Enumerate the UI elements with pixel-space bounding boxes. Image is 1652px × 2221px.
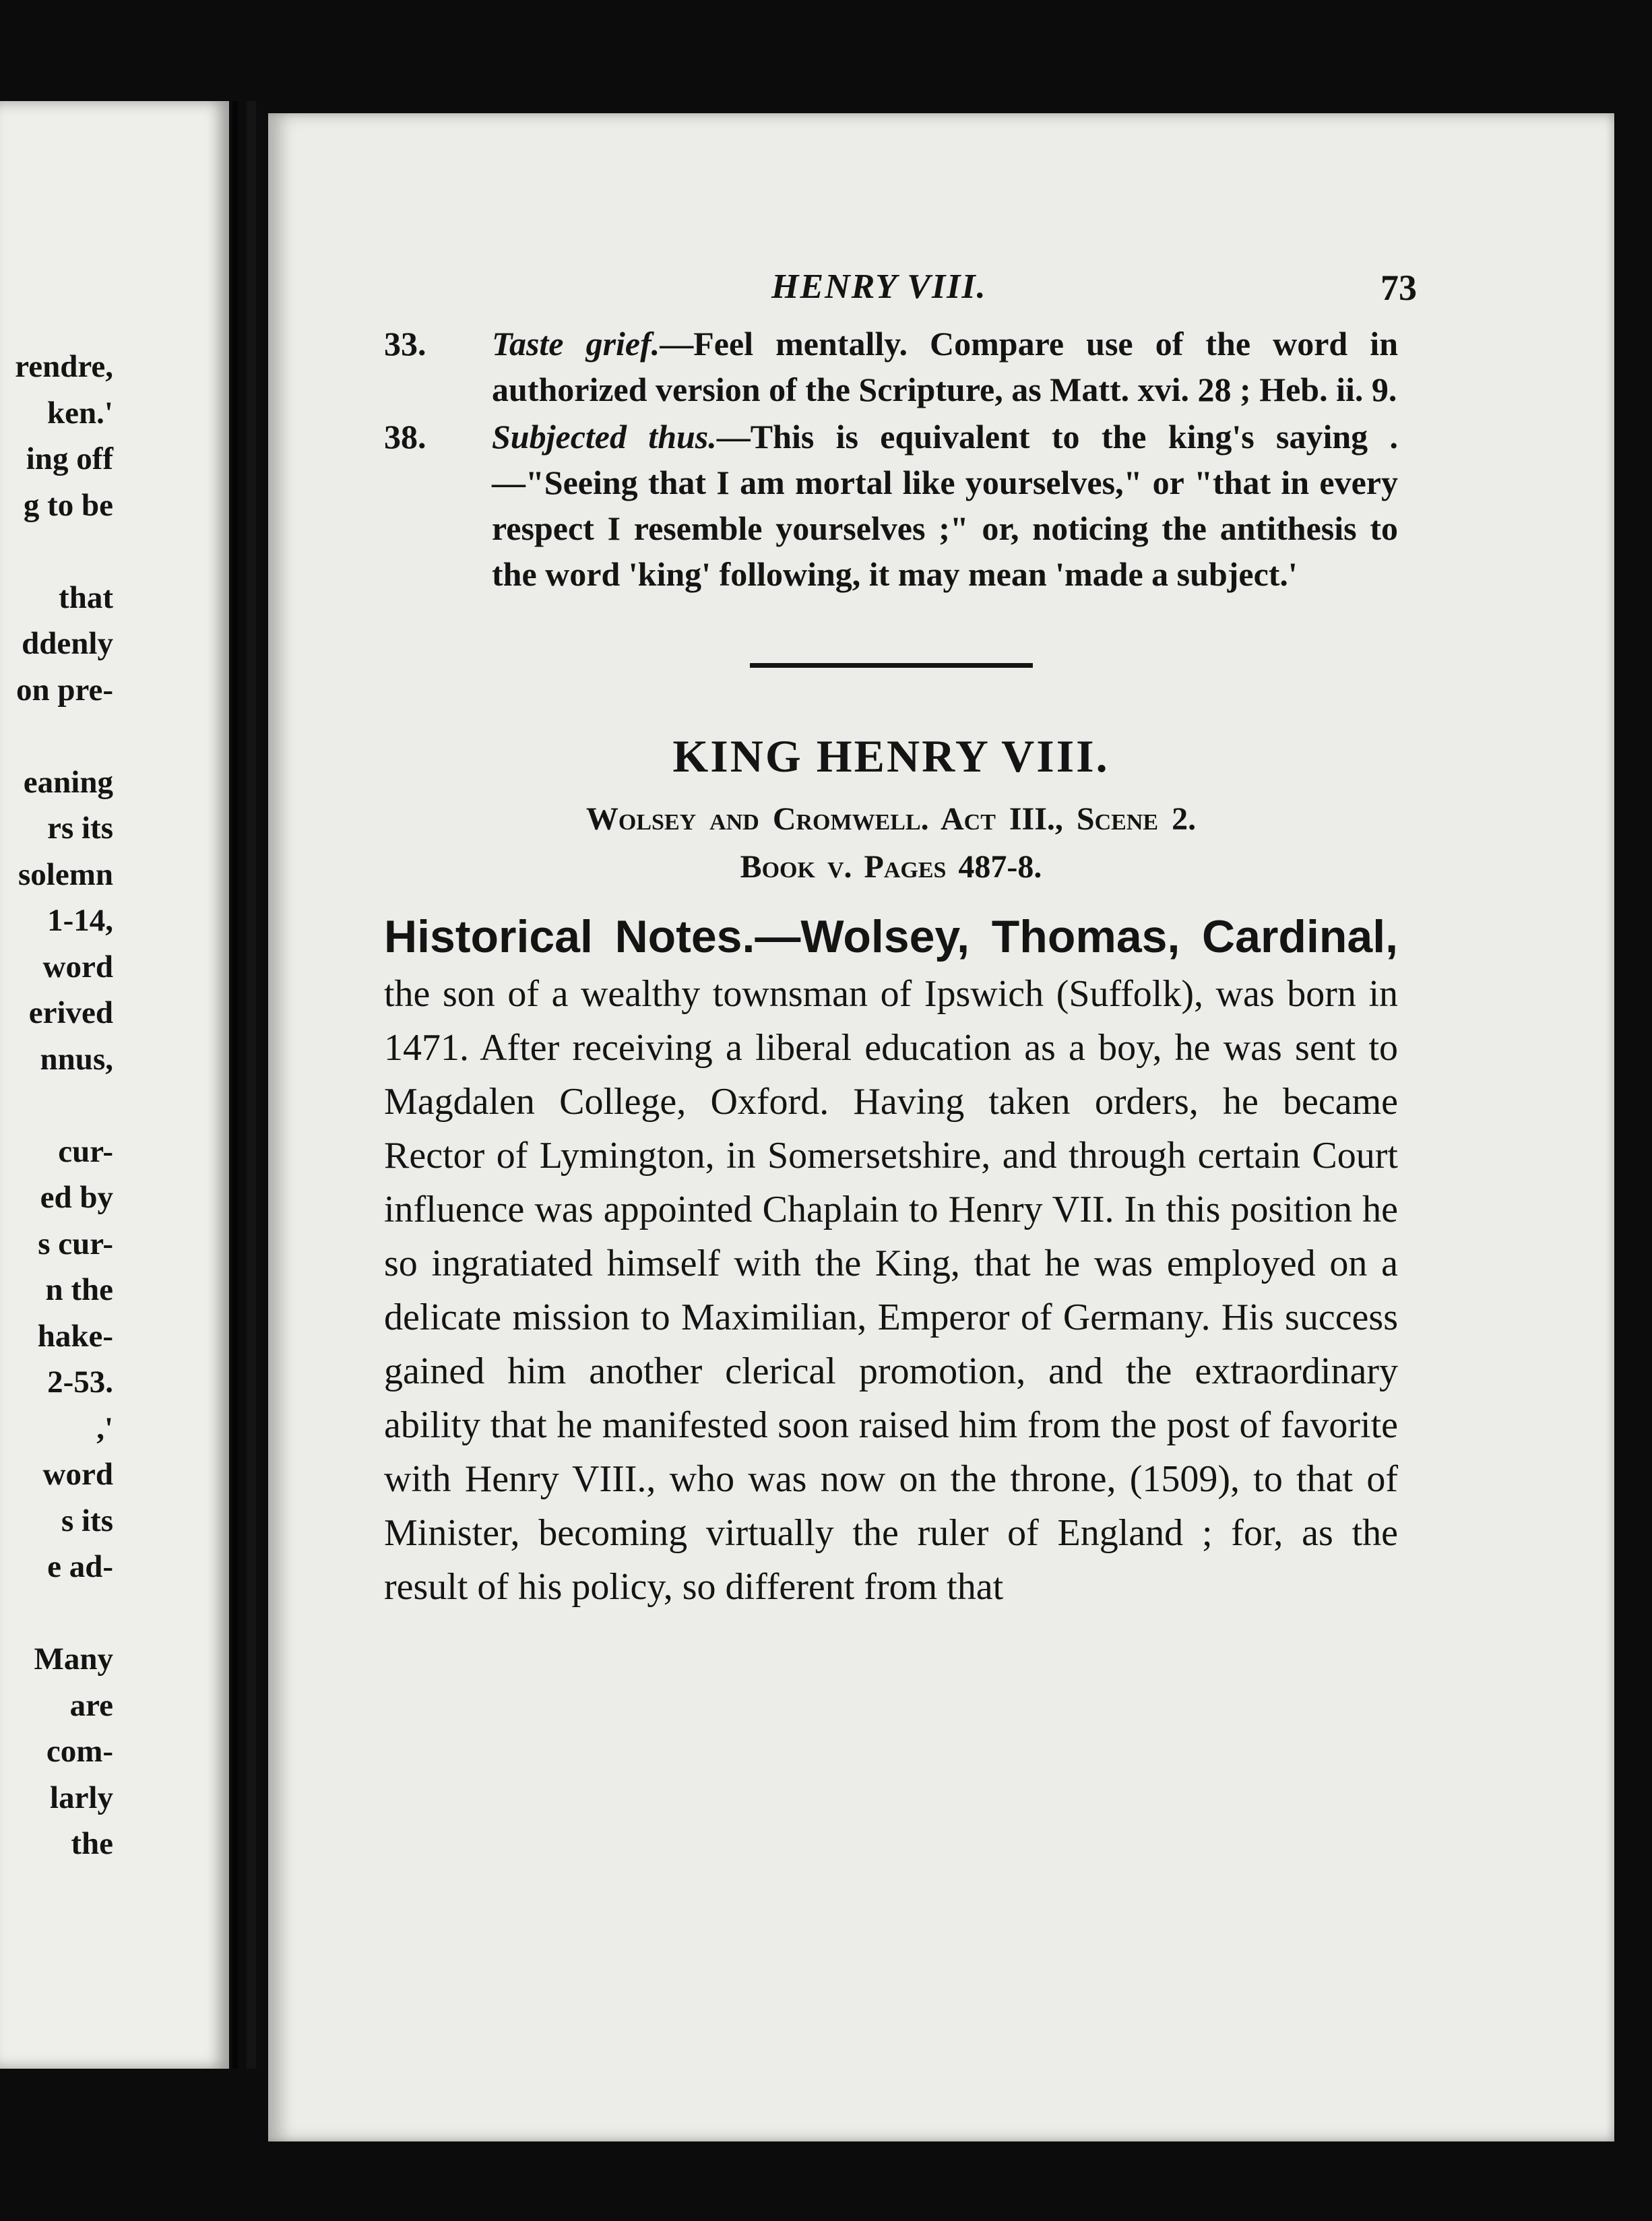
- section-subtitle: Wolsey and Cromwell. Act III., Scene 2.: [585, 801, 1197, 837]
- left-page-fragment: nnus,: [40, 1041, 113, 1077]
- left-page-fragment: on pre-: [15, 672, 113, 708]
- left-page-fragment: 1-14,: [47, 903, 113, 938]
- section-book-reference: Book v. Pages 487-8.: [740, 849, 1042, 885]
- note-number: 33.: [384, 325, 426, 363]
- right-page: [268, 113, 1614, 2141]
- running-title: HENRY VIII.: [771, 268, 987, 306]
- left-page-fragment: [0, 1590, 113, 1637]
- left-page-fragment: erived: [28, 995, 113, 1030]
- left-page-fragment: [0, 1082, 113, 1129]
- historical-notes-heading: Historical Notes.—Wolsey, Thomas, Cardinal,: [384, 911, 1398, 962]
- left-page-fragment: that: [59, 580, 113, 615]
- note-text: —Feel mentally. Compare use of the word in authorized version of the Scripture, as Matt. xvi. 28 ; Heb. ii. 9.: [492, 325, 1399, 408]
- section-title: KING HENRY VIII.: [672, 730, 1110, 782]
- note-number: 38.: [384, 418, 426, 456]
- left-page-fragment: [0, 713, 113, 759]
- page-number: 73: [1380, 268, 1417, 308]
- left-page-fragment: com-: [46, 1734, 113, 1769]
- left-page-fragment: ed by: [40, 1180, 113, 1215]
- left-page-fragment: hake-: [37, 1318, 113, 1354]
- left-page-fragment: [0, 528, 113, 575]
- left-page-fragment: s its: [61, 1503, 113, 1538]
- left-page-fragment: rs its: [47, 811, 113, 846]
- left-page-fragment: larly: [50, 1780, 113, 1815]
- left-page-fragment: n the: [45, 1272, 113, 1307]
- historical-notes-body: the son of a wealthy townsman of Ipswich (Suffolk), was born in 1471. After receiving a liberal education as a boy, he was sent to Magdalen College, Oxford. Having taken orders, he became Rector of Lymington, in Somersetshire, and through certain Court influence was appointed Chaplain to Henry VII. In this position he so ingratiated himself with the King, that he was employed on a delicate mission to Maximilian, Emperor of Germany. His success gained him another clerical promotion, and the extraordinary ability that he manifested soon raised him from the post of favorite with Henry VIII., who was now on the throne, (1509), to that of Minister, becoming virtually the ruler of England ; for, as the result of his policy, so different from that: [384, 973, 1398, 1608]
- left-page-fragment: word: [42, 1457, 113, 1492]
- binding-gutter-line: [232, 101, 238, 2069]
- section-divider-rule: [750, 663, 1033, 668]
- historical-notes-paragraph: [384, 910, 1398, 1614]
- left-page-fragment: e ad-: [47, 1549, 113, 1584]
- left-page-fragment: ing off: [26, 441, 113, 476]
- left-page-fragment: rendre,: [15, 349, 113, 384]
- note-item: [384, 414, 1398, 597]
- left-page-fragment: eaning: [23, 764, 113, 800]
- left-page-fragment: Many: [34, 1641, 113, 1677]
- running-head: [384, 267, 1417, 321]
- left-page-fragment: ,': [96, 1410, 113, 1446]
- left-page-text-fragments: [0, 344, 113, 1867]
- left-page-fragment: solemn: [18, 856, 113, 892]
- left-page-fragment: ken.': [47, 395, 113, 431]
- binding-gutter-edge: [247, 101, 256, 2069]
- left-page-fragment: the: [71, 1826, 113, 1861]
- left-page-fragment: 2-53.: [47, 1365, 113, 1400]
- note-text: —This is equivalent to the king's saying .—"Seeing that I am mortal like yourselves," or "that in every respect I resemble yourselves ;" or, noticing the antithesis to the word 'king' following, it may mean 'made a subject.': [492, 418, 1398, 593]
- note-item: [384, 321, 1398, 412]
- page-content: [384, 267, 1417, 1614]
- left-page-fragment: are: [69, 1687, 113, 1723]
- left-facing-page: [0, 101, 229, 2069]
- note-lead: Subjected thus.: [492, 418, 717, 456]
- left-page-fragment: g to be: [23, 487, 113, 523]
- left-page-fragment: s cur-: [38, 1226, 113, 1261]
- left-page-fragment: word: [42, 949, 113, 984]
- left-page-fragment: cur-: [58, 1133, 113, 1169]
- left-page-fragment: ddenly: [22, 626, 113, 661]
- note-lead: Taste grief.: [492, 325, 660, 363]
